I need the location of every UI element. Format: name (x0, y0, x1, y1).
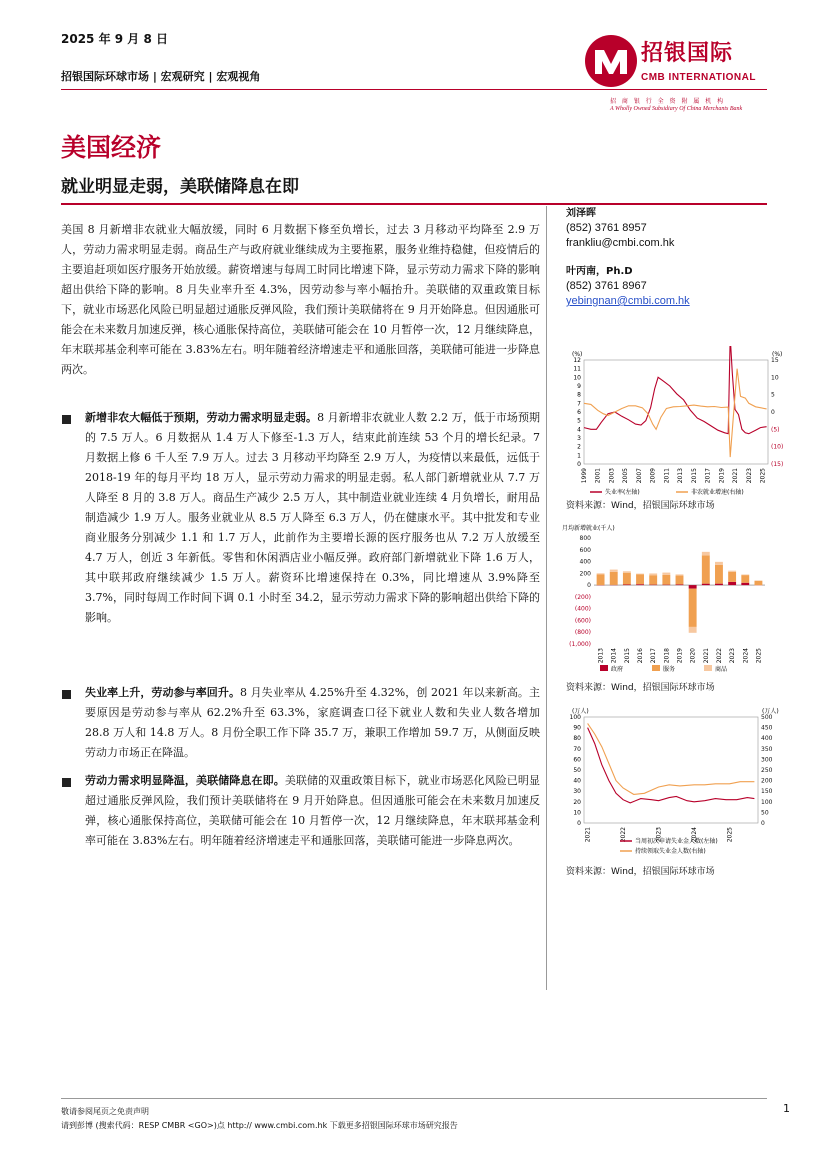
x-tick: 2025 (759, 468, 767, 484)
bar-segment (728, 572, 736, 582)
x-tick: 2009 (649, 468, 657, 484)
bar-segment (728, 582, 736, 585)
x-tick: 2011 (663, 468, 671, 484)
analyst-name: 刘泽晖 (566, 208, 596, 219)
bar-segment (623, 585, 631, 586)
bloomberg-note[interactable]: 请到彭博 (搜索代码：RESP CMBR <GO>)点 http:// www.cmbi.com.hk 下载更多招银国际环球市场研究报告 (61, 1121, 458, 1130)
chart2-source: 资料来源：Wind，招银国际环球市场 (566, 683, 715, 693)
bullet-paragraph-1 (85, 408, 540, 628)
y-right-tick: 50 (761, 809, 769, 817)
y-right-tick: 450 (761, 724, 773, 732)
y-tick: (600) (574, 617, 591, 625)
y-tick: (1,000) (569, 641, 591, 648)
y-left-tick: 90 (573, 724, 581, 732)
jobless-claims-chart (560, 703, 785, 858)
bar-segment (715, 562, 723, 565)
analyst-block-1 (566, 206, 674, 251)
bullet-marker (61, 410, 75, 420)
legend-label: 当周初次申请失业金人数(左轴) (635, 838, 718, 845)
x-tick: 2021 (732, 468, 740, 484)
x-tick: 2024 (691, 827, 699, 843)
report-title: 美国经济 (61, 133, 162, 162)
report-subtitle: 就业明显走弱，美联储降息在即 (61, 177, 299, 197)
bar-segment (649, 575, 657, 584)
y-left-tick: 60 (573, 756, 581, 764)
logo-english-name: CMB INTERNATIONAL (641, 72, 756, 83)
y-left-tick: 3 (577, 435, 581, 442)
x-tick: 2025 (755, 648, 763, 664)
bar-segment (597, 575, 605, 586)
bullet-heading: 新增非农大幅低于预期，劳动力需求明显走弱。 (85, 411, 318, 424)
page-number: 1 (783, 1102, 790, 1115)
bar-segment (676, 584, 684, 585)
legend-label: 服务 (663, 666, 676, 673)
y-left-tick: 40 (573, 777, 581, 785)
y-left-tick: 12 (573, 357, 581, 364)
y-left-tick: 9 (577, 383, 581, 390)
x-tick: 2001 (594, 468, 602, 484)
x-tick: 1999 (581, 468, 588, 484)
bar-segment (623, 573, 631, 585)
x-tick: 2015 (690, 468, 698, 484)
x-tick: 2025 (726, 827, 734, 843)
bar-segment (702, 552, 710, 556)
y-left-tick: 0 (577, 461, 581, 468)
y-left-tick: 100 (569, 714, 581, 721)
x-tick: 2014 (610, 648, 618, 664)
y-tick: 800 (579, 535, 591, 542)
x-tick: 2021 (584, 827, 592, 843)
analyst-name: 叶丙南，Ph.D (566, 266, 633, 277)
bar-segment (689, 627, 697, 633)
y-right-tick: 350 (761, 745, 773, 753)
footer-rule (61, 1098, 767, 1099)
unemployment-payroll-chart (560, 346, 790, 511)
legend-swatch (704, 665, 712, 671)
analyst-block-2 (566, 264, 690, 309)
y-right-tick: 500 (761, 714, 773, 721)
x-tick: 2024 (742, 648, 750, 664)
y-tick: 0 (587, 582, 591, 590)
plot-frame (584, 717, 758, 823)
chart1-source: 资料来源：Wind，招银国际环球市场 (566, 501, 715, 511)
y-tick: 200 (579, 570, 591, 578)
analyst-phone: (852) 3761 8967 (566, 280, 647, 292)
report-date: 2025 年 9 月 8 日 (61, 32, 168, 46)
chart3-source: 资料来源：Wind，招银国际环球市场 (566, 867, 715, 877)
bullet-marker (61, 685, 75, 695)
intro-paragraph: 美国 8 月新增非农就业大幅放缓，同时 6 月数据下修至负增长，过去 3 月移动平均降至 2.9 万人，劳动力需求明显走弱。商品生产与政府就业继续成为主要拖累，服务业维持稳健，但疫情后的主要追赶项如医疗服务开始放缓。薪资增速与每周工时同比增速下降，显示劳动力需求下降的影响超出供给下降的影响。8 月失业率升至 4.3%，因劳动参与率小幅抬升。美联储的双重政策目标下，就业市场恶化风险已明显超过通胀反弹风险，我们预计美联储将在 9 月开始降息。但因通胀可能会在未来数月加速反弹，核心通胀保持高位，美联储可能会在 10 月暂停一次，12 月继续降息，年末联邦基金利率可能在 3.83%左右。明年随着经济增速走平和通胀回落，美联储可能进一步降息两次。 (61, 223, 540, 376)
bar-segment (597, 573, 605, 574)
legend-label: 商品 (715, 666, 728, 673)
y-left-tick: 8 (577, 391, 581, 399)
y-left-tick: 7 (577, 400, 581, 408)
bullet-heading: 劳动力需求明显降温，美联储降息在即。 (85, 774, 285, 787)
y-right-tick: 10 (771, 374, 779, 382)
x-tick: 2017 (704, 468, 712, 484)
y-tick: (400) (574, 605, 591, 613)
bullet-marker (61, 773, 75, 783)
y-right-tick: 150 (761, 788, 773, 796)
bar-segment (610, 572, 618, 585)
y-left-tick: 2 (577, 443, 581, 451)
y-left-tick: 0 (577, 820, 581, 827)
bar-segment (649, 573, 657, 575)
x-tick: 2018 (663, 648, 671, 664)
bar-segment (741, 583, 749, 585)
cmbi-logo-icon (584, 34, 638, 88)
bullet-text: 8 月新增非农就业人数 2.2 万，低于市场预期的 7.5 万人。6 月数据从 1.4 万人下修至-1.3 万人，结束此前连续 53 个月的增长纪录。7 月数据上修 6 千人至 7.9 万人。过去 3 月移动平均降至 2.9 万人，为疫情以来最低，远低于 2018-19 年的每月平均 18 万人，显示劳动力需求的明显走弱。私人部门新增就业从 7.7 万人降至 8 月的 3.8 万人。商品生产减少 2.5 万人，其中制造业就业连续 4 月负增长，耐用品制造减少 1.9 万人。服务业就业从 8.5 万人降至 6.3 万人，仍在健康水平。其中批发和专业商业服务分别减少 1.1 和 1.7 万人，此前作为主要增长源的医疗服务也从 7.2 万人放缓至 4.7 万人，创近 3 年新低。零售和休闲酒店业小幅反弹。政府部门新增就业下降 1.6 万人，其中联邦政府继续减少 1.5 万人。薪资环比增速保持在 0.3%，同比增速从 3.9%降至 3.7%，同时每周工作时间下调 0.1 小时至 34.2，显示劳动力需求下降的影响超出供给下降的影响。 (85, 411, 541, 624)
series-line (588, 728, 755, 803)
y-tick: (200) (574, 593, 591, 601)
bar-segment (702, 584, 710, 585)
y-right-tick: (10) (771, 443, 784, 451)
x-tick: 2022 (620, 827, 628, 843)
x-tick: 2021 (702, 648, 710, 664)
bar-segment (754, 581, 762, 585)
bar-segment (610, 570, 618, 572)
x-tick: 2013 (677, 468, 685, 484)
column-divider (546, 206, 547, 990)
x-tick: 2017 (650, 648, 658, 664)
y-tick: 600 (579, 546, 591, 554)
left-axis-unit: (%) (572, 351, 583, 358)
bar-segment (636, 584, 644, 585)
y-right-tick: 15 (771, 357, 779, 364)
legend-label: 持续领取失业金人数(右轴) (635, 848, 706, 855)
y-axis-label: 月均新增就业(千人) (562, 525, 615, 532)
y-right-tick: 250 (761, 767, 773, 774)
series-line (588, 723, 755, 794)
y-left-tick: 20 (573, 798, 581, 806)
disclaimer-note: 敬请参阅尾页之免责声明 (61, 1107, 149, 1116)
bar-segment (689, 585, 697, 589)
right-axis-unit: (%) (772, 351, 783, 358)
plot-frame (584, 360, 768, 464)
bar-segment (715, 565, 723, 584)
bullet-text: 8 月失业率从 4.25%升至 4.32%，创 2021 年以来新高。主要原因是劳动参与率从 62.2%升至 63.3%，家庭调查口径下就业人数和失业人数各增加 28.8 万人和 14.8 万人。8 月份全职工作下降 35.7 万，兼职工作增加 59.7 万，从侧面反映劳动力市场正在降温。 (85, 686, 540, 759)
bar-segment (741, 575, 749, 583)
header-rule (61, 89, 767, 90)
y-right-tick: 300 (761, 756, 773, 764)
y-right-tick: (5) (771, 426, 780, 434)
y-left-tick: 10 (573, 374, 581, 382)
y-left-tick: 30 (573, 788, 581, 796)
bar-segment (636, 574, 644, 575)
y-right-tick: 200 (761, 777, 773, 785)
y-left-tick: 50 (573, 767, 581, 774)
logo-chinese-name: 招银国际 (641, 41, 734, 66)
x-tick: 2020 (689, 648, 697, 664)
payroll-composition-chart (560, 522, 770, 680)
legend-label: 非农就业增速(右轴) (691, 489, 744, 496)
y-left-tick: 1 (577, 452, 581, 460)
y-left-tick: 10 (573, 809, 581, 817)
y-right-tick: 0 (761, 820, 765, 827)
y-left-tick: 6 (577, 409, 581, 416)
x-tick: 2023 (729, 648, 737, 664)
y-right-tick: 5 (771, 391, 775, 399)
department-line: 招银国际环球市场 | 宏观研究 | 宏观视角 (61, 70, 261, 83)
bullet-paragraph-3 (85, 771, 540, 851)
legend-label: 失业率(左轴) (605, 489, 640, 496)
left-axis-unit: (万人) (572, 708, 589, 715)
y-right-tick: 100 (761, 798, 773, 806)
bullet-paragraph-2 (85, 683, 540, 763)
analyst-phone: (852) 3761 8957 (566, 222, 647, 234)
title-rule (61, 203, 767, 205)
y-right-tick: 400 (761, 735, 773, 743)
logo-subtitle-en: A Wholly Owned Subsidiary Of China Merchants Bank (610, 106, 743, 112)
x-tick: 2023 (655, 827, 663, 843)
bullet-heading: 失业率上升，劳动参与率回升。 (85, 686, 241, 699)
bar-segment (689, 589, 697, 627)
y-right-tick: (15) (771, 461, 784, 468)
x-tick: 2013 (597, 648, 605, 664)
x-tick: 2022 (715, 648, 723, 664)
legend-swatch (600, 665, 608, 671)
bar-segment (728, 571, 736, 572)
y-left-tick: 11 (573, 365, 581, 373)
y-tick: (800) (574, 629, 591, 637)
y-left-tick: 70 (573, 745, 581, 753)
analyst-email-link[interactable]: yebingnan@cmbi.com.hk (566, 295, 690, 307)
x-tick: 2003 (608, 468, 616, 484)
bar-segment (662, 575, 670, 585)
x-tick: 2019 (718, 468, 726, 484)
legend-label: 政府 (611, 666, 624, 673)
y-left-tick: 5 (577, 417, 581, 425)
x-tick: 2023 (745, 468, 753, 484)
right-axis-unit: (万人) (762, 708, 779, 715)
bar-segment (676, 574, 684, 575)
y-left-tick: 80 (573, 735, 581, 743)
bullet-text: 美联储的双重政策目标下，就业市场恶化风险已明显超过通胀反弹风险，我们预计美联储将在 9 月开始降息。但因通胀可能会在未来数月加速反弹，核心通胀保持高位，美联储可能会在 10 月暂停一次，12 月继续降息，年末联邦基金利率可能在 3.83%左右。明年随着经济增速走平和通胀回落，美联储可能进一步降息两次。 (85, 774, 541, 847)
bar-segment (702, 555, 710, 583)
x-tick: 2005 (622, 468, 630, 484)
analyst-email[interactable]: frankliu@cmbi.com.hk (566, 237, 675, 249)
bar-segment (676, 576, 684, 585)
bar-segment (636, 574, 644, 584)
x-tick: 2007 (635, 468, 643, 484)
y-right-tick: 0 (771, 409, 775, 416)
y-tick: 400 (579, 558, 591, 566)
x-tick: 2015 (623, 648, 631, 664)
bar-segment (662, 573, 670, 575)
legend-swatch (652, 665, 660, 671)
x-tick: 2016 (637, 648, 645, 664)
x-tick: 2019 (676, 648, 684, 664)
logo-subtitle-cn: 招 商 银 行 全 资 附 属 机 构 (610, 98, 726, 105)
bar-segment (741, 575, 749, 576)
bar-segment (715, 584, 723, 585)
y-left-tick: 4 (577, 426, 581, 434)
bar-segment (623, 571, 631, 572)
